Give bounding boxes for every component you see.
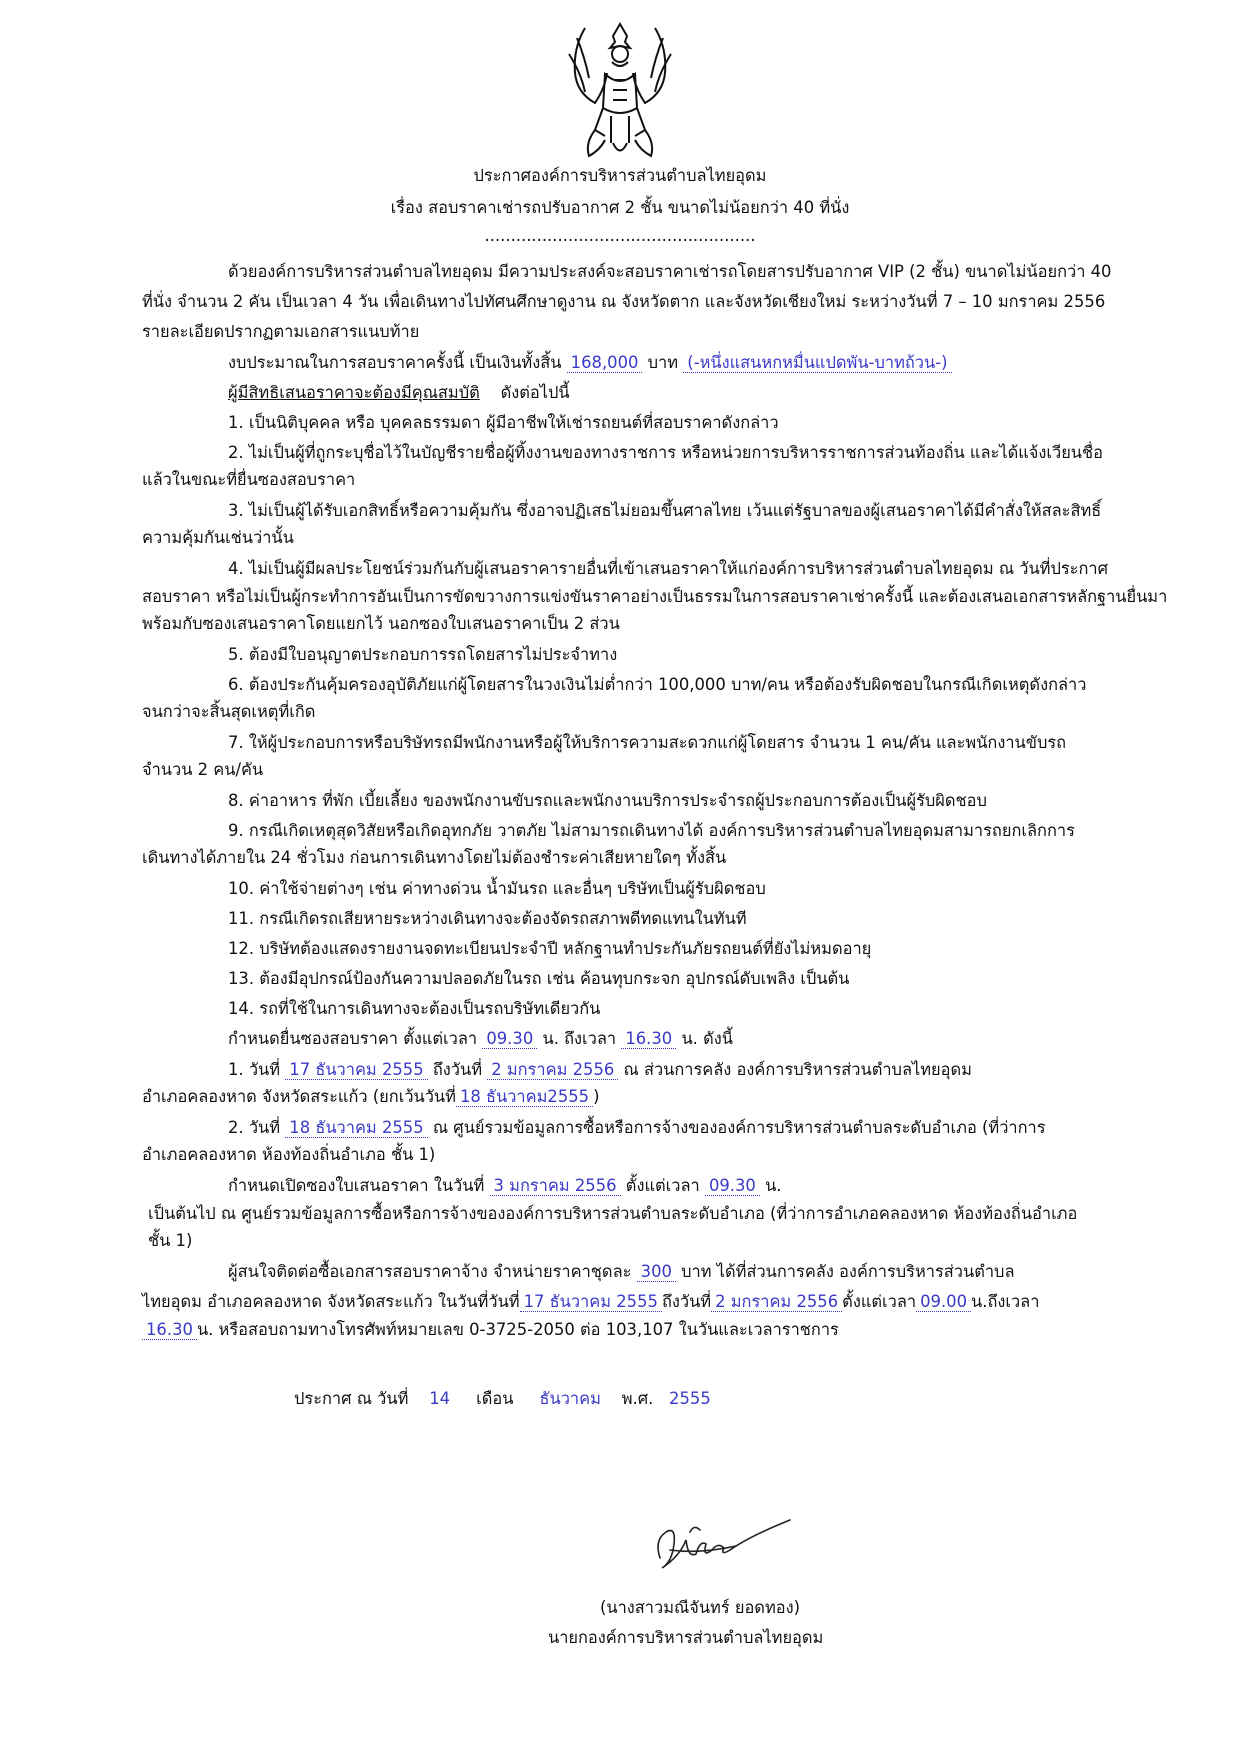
purchase-l1-suffix: บาท ได้ที่ส่วนการคลัง องค์การบริหารส่วนตำบล (681, 1262, 1015, 1281)
opening-prefix: กำหนดเปิดซองใบเสนอราคา ในวันที่ (228, 1176, 485, 1195)
header-org-line: ประกาศองค์การบริหารส่วนตำบลไทยอุดม (473, 166, 767, 185)
purchase-from-time-label: ตั้งแต่เวลา (842, 1292, 917, 1311)
qualification-item-3: 3. ไม่เป็นผู้ได้รับเอกสิทธิ์หรือความคุ้มกัน ซึ่งอาจปฏิเสธไม่ยอมขึ้นศาลไทย เว้นแต่รัฐบาลของผู้เสนอราคาได้มีคำสั่งให้สละสิทธิ์ (228, 501, 1102, 520)
submission-mid: น. ถึงเวลา (542, 1029, 617, 1048)
opening-line-1 (228, 1174, 782, 1198)
submission-d2-date: 18 ธันวาคม 2555 (285, 1118, 427, 1138)
purchase-l3-suffix: น. หรือสอบถามทางโทรศัพท์หมายเลข 0-3725-2050 ต่อ 103,107 ในวันและเวลาราชการ (196, 1320, 839, 1339)
purchase-start-time: 09.00 (916, 1292, 971, 1312)
purchase-l1-prefix: ผู้สนใจติดต่อซื้อเอกสารสอบราคาจ้าง จำหน่ายราคาชุดละ (228, 1262, 632, 1281)
opening-mid: ตั้งแต่เวลา (625, 1176, 700, 1195)
submission-time-line (228, 1027, 733, 1051)
qualification-item-13: 13. ต้องมีอุปกรณ์ป้องกันความปลอดภัยในรถ เช่น ค้อนทุบกระจก อุปกรณ์ดับเพลิง เป็นต้น (228, 969, 850, 988)
submission-d2-label: 2. วันที่ (228, 1118, 281, 1137)
purchase-line-1 (228, 1260, 1015, 1284)
announce-year-label: พ.ศ. (621, 1389, 654, 1408)
submission-d2-place: ณ ศูนย์รวมข้อมูลการซื้อหรือการจ้างขององค์การบริหารส่วนตำบลระดับอำเภอ (ที่ว่าการ (432, 1118, 1046, 1137)
qualification-item-7-cont: จำนวน 2 คน/คัน (142, 760, 264, 779)
qualification-item-2: 2. ไม่เป็นผู้ที่ถูกระบุชื่อไว้ในบัญชีรายชื่อผู้ทิ้งงานของทางราชการ หรือหน่วยการบริหารราชการส่วนท้องถิ่น และได้แจ้งเวียนชื่อ (228, 443, 1103, 462)
qualification-item-5: 5. ต้องมีใบอนุญาตประกอบการรถโดยสารไม่ประจำทาง (228, 645, 618, 664)
intro-line-2: ที่นั่ง จำนวน 2 คัน เป็นเวลา 4 วัน เพื่อเดินทางไปทัศนศึกษาดูงาน ณ จังหวัดตาก และจังหวัดเชียงใหม่ ระหว่างวันที่ 7 – 10 มกราคม 2556 (142, 292, 1106, 311)
opening-line-3: ชั้น 1) (148, 1231, 193, 1250)
qualification-heading: ผู้มีสิทธิเสนอราคาจะต้องมีคุณสมบัติ (228, 383, 480, 402)
announce-day: 14 (429, 1389, 451, 1408)
qualification-item-9: 9. กรณีเกิดเหตุสุดวิสัยหรือเกิดอุทกภัย วาตภัย ไม่สามารถเดินทางได้ องค์การบริหารส่วนตำบลไทยอุดมสามารถยกเลิกการ (228, 821, 1075, 840)
submission-d1-start: 17 ธันวาคม 2555 (285, 1060, 427, 1080)
submission-prefix: กำหนดยื่นซองสอบราคา ตั้งแต่เวลา (228, 1029, 478, 1048)
opening-suffix: น. (765, 1176, 782, 1195)
submission-suffix: น. ดังนี้ (681, 1029, 733, 1048)
header-divider: .................................................... (484, 226, 756, 245)
submission-d1-end: 2 มกราคม 2556 (487, 1060, 618, 1080)
qualification-item-6: 6. ต้องประกันคุ้มครองอุบัติภัยแก่ผู้โดยสารในวงเงินไม่ต่ำกว่า 100,000 บาท/คน หรือต้องรับผิดชอบในกรณีเกิดเหตุดังกล่าว (228, 675, 1087, 694)
qualification-item-1: 1. เป็นนิติบุคคล หรือ บุคคลธรรมดา ผู้มีอาชีพให้เช่ารถยนต์ที่สอบราคาดังกล่าว (228, 413, 779, 432)
submission-d1-line2-suffix: ) (593, 1087, 600, 1106)
announce-year: 2555 (669, 1389, 711, 1408)
purchase-end-time: 16.30 (142, 1320, 197, 1340)
announce-month: ธันวาคม (539, 1389, 601, 1408)
qualification-item-2-cont: แล้วในขณะที่ยื่นซองสอบราคา (142, 470, 356, 489)
qualification-item-11: 11. กรณีเกิดรถเสียหายระหว่างเดินทางจะต้องจัดรถสภาพดีทดแทนในทันที (228, 909, 747, 928)
submission-d1-except: 18 ธันวาคม2555 (456, 1087, 593, 1107)
signatory-title: นายกองค์การบริหารส่วนตำบลไทยอุดม (548, 1628, 824, 1647)
budget-line (228, 351, 952, 375)
qualification-item-6-cont: จนกว่าจะสิ้นสุดเหตุที่เกิด (142, 702, 316, 721)
submission-day-2-cont: อำเภอคลองหาด ห้องท้องถิ่นอำเภอ ชั้น 1) (142, 1145, 436, 1164)
announce-prefix: ประกาศ ณ วันที่ (294, 1389, 409, 1408)
purchase-line-2 (142, 1290, 1039, 1314)
qualification-item-8: 8. ค่าอาหาร ที่พัก เบี้ยเลี้ยง ของพนักงานขับรถและพนักงานบริการประจำรถผู้ประกอบการต้องเป็นผู้รับผิดชอบ (228, 791, 987, 810)
budget-amount: 168,000 (567, 353, 643, 373)
submission-start-time: 09.30 (482, 1029, 537, 1049)
submission-day-1 (228, 1058, 972, 1082)
qualification-item-7: 7. ให้ผู้ประกอบการหรือบริษัทรถมีพนักงานหรือผู้ให้บริการความสะดวกแก่ผู้โดยสาร จำนวน 1 คน/คัน และพนักงานขับรถ (228, 733, 1067, 752)
purchase-line-3 (142, 1318, 839, 1342)
opening-time: 09.30 (705, 1176, 760, 1196)
purchase-end-date: 2 มกราคม 2556 (711, 1292, 842, 1312)
announce-month-label: เดือน (476, 1389, 514, 1408)
purchase-start-date: 17 ธันวาคม 2555 (520, 1292, 662, 1312)
submission-d1-to: ถึงวันที่ (432, 1060, 483, 1079)
qualification-item-4: 4. ไม่เป็นผู้มีผลประโยชน์ร่วมกันกับผู้เสนอราคารายอื่นที่เข้าเสนอราคาให้แก่องค์การบริหารส่วนตำบลไทยอุดม ณ วันที่ประกาศ (228, 559, 1109, 578)
qualification-item-12: 12. บริษัทต้องแสดงรายงานจดทะเบียนประจำปี หลักฐานทำประกันภัยรถยนต์ที่ยังไม่หมดอายุ (228, 939, 872, 958)
submission-end-time: 16.30 (621, 1029, 676, 1049)
intro-line-1: ด้วยองค์การบริหารส่วนตำบลไทยอุดม มีความประสงค์จะสอบราคาเช่ารถโดยสารปรับอากาศ VIP (2 ชั้น) ขนาดไม่น้อยกว่า 40 (228, 262, 1112, 281)
budget-words: (-หนึ่งแสนหกหมื่นแปดพัน-บาทถ้วน-) (683, 353, 951, 373)
purchase-price: 300 (637, 1262, 676, 1282)
submission-day-2 (228, 1116, 1046, 1140)
budget-prefix: งบประมาณในการสอบราคาครั้งนี้ เป็นเงินทั้งสิ้น (228, 353, 562, 372)
announce-date-line (294, 1387, 711, 1411)
submission-day-1-cont (142, 1085, 600, 1109)
intro-line-3: รายละเอียดปรากฏตามเอกสารแนบท้าย (142, 322, 420, 341)
qualification-item-3-cont: ความคุ้มกันเช่นว่านั้น (142, 528, 294, 547)
opening-line-2: เป็นต้นไป ณ ศูนย์รวมข้อมูลการซื้อหรือการจ้างขององค์การบริหารส่วนตำบลระดับอำเภอ (ที่ว่าการอำเภอคลองหาด ห้องท้องถิ่นอำเภอ (148, 1204, 1078, 1223)
qualification-heading-line (228, 381, 570, 405)
signatory-name: (นางสาวมณีจันทร์ ยอดทอง) (600, 1598, 800, 1617)
qualification-item-14: 14. รถที่ใช้ในการเดินทางจะต้องเป็นรถบริษัทเดียวกัน (228, 999, 601, 1018)
purchase-to: ถึงวันที่ (661, 1292, 712, 1311)
handwritten-signature (640, 1510, 800, 1580)
header-subject: เรื่อง สอบราคาเช่ารถปรับอากาศ 2 ชั้น ขนาดไม่น้อยกว่า 40 ที่นั่ง (390, 198, 850, 217)
purchase-l2-prefix: ไทยอุดม อำเภอคลองหาด จังหวัดสระแก้ว ในวันที่วันที่ (142, 1292, 520, 1311)
opening-date: 3 มกราคม 2556 (490, 1176, 621, 1196)
qualification-item-4-cont-1: สอบราคา หรือไม่เป็นผู้กระทำการอันเป็นการขัดขวางการแข่งขันราคาอย่างเป็นธรรมในการสอบราคาเช่าครั้งนี้ และต้องเสนอเอกสารหลักฐานยื่นมา (142, 587, 1168, 606)
submission-d1-label: 1. วันที่ (228, 1060, 281, 1079)
budget-unit: บาท (647, 353, 679, 372)
purchase-to-time-label: น.ถึงเวลา (971, 1292, 1040, 1311)
qualification-item-4-cont-2: พร้อมกับซองเสนอราคาโดยแยกไว้ นอกซองใบเสนอราคาเป็น 2 ส่วน (142, 614, 620, 633)
qualification-item-9-cont: เดินทางได้ภายใน 24 ชั่วโมง ก่อนการเดินทางโดยไม่ต้องชำระค่าเสียหายใดๆ ทั้งสิ้น (142, 848, 727, 867)
qualification-item-10: 10. ค่าใช้จ่ายต่างๆ เช่น ค่าทางด่วน น้ำมันรถ และอื่นๆ บริษัทเป็นผู้รับผิดชอบ (228, 879, 766, 898)
qualification-heading-suffix: ดังต่อไปนี้ (500, 383, 570, 402)
submission-d1-line2-prefix: อำเภอคลองหาด จังหวัดสระแก้ว (ยกเว้นวันที่ (142, 1087, 456, 1106)
garuda-emblem (555, 18, 685, 163)
submission-d1-place: ณ ส่วนการคลัง องค์การบริหารส่วนตำบลไทยอุดม (623, 1060, 972, 1079)
